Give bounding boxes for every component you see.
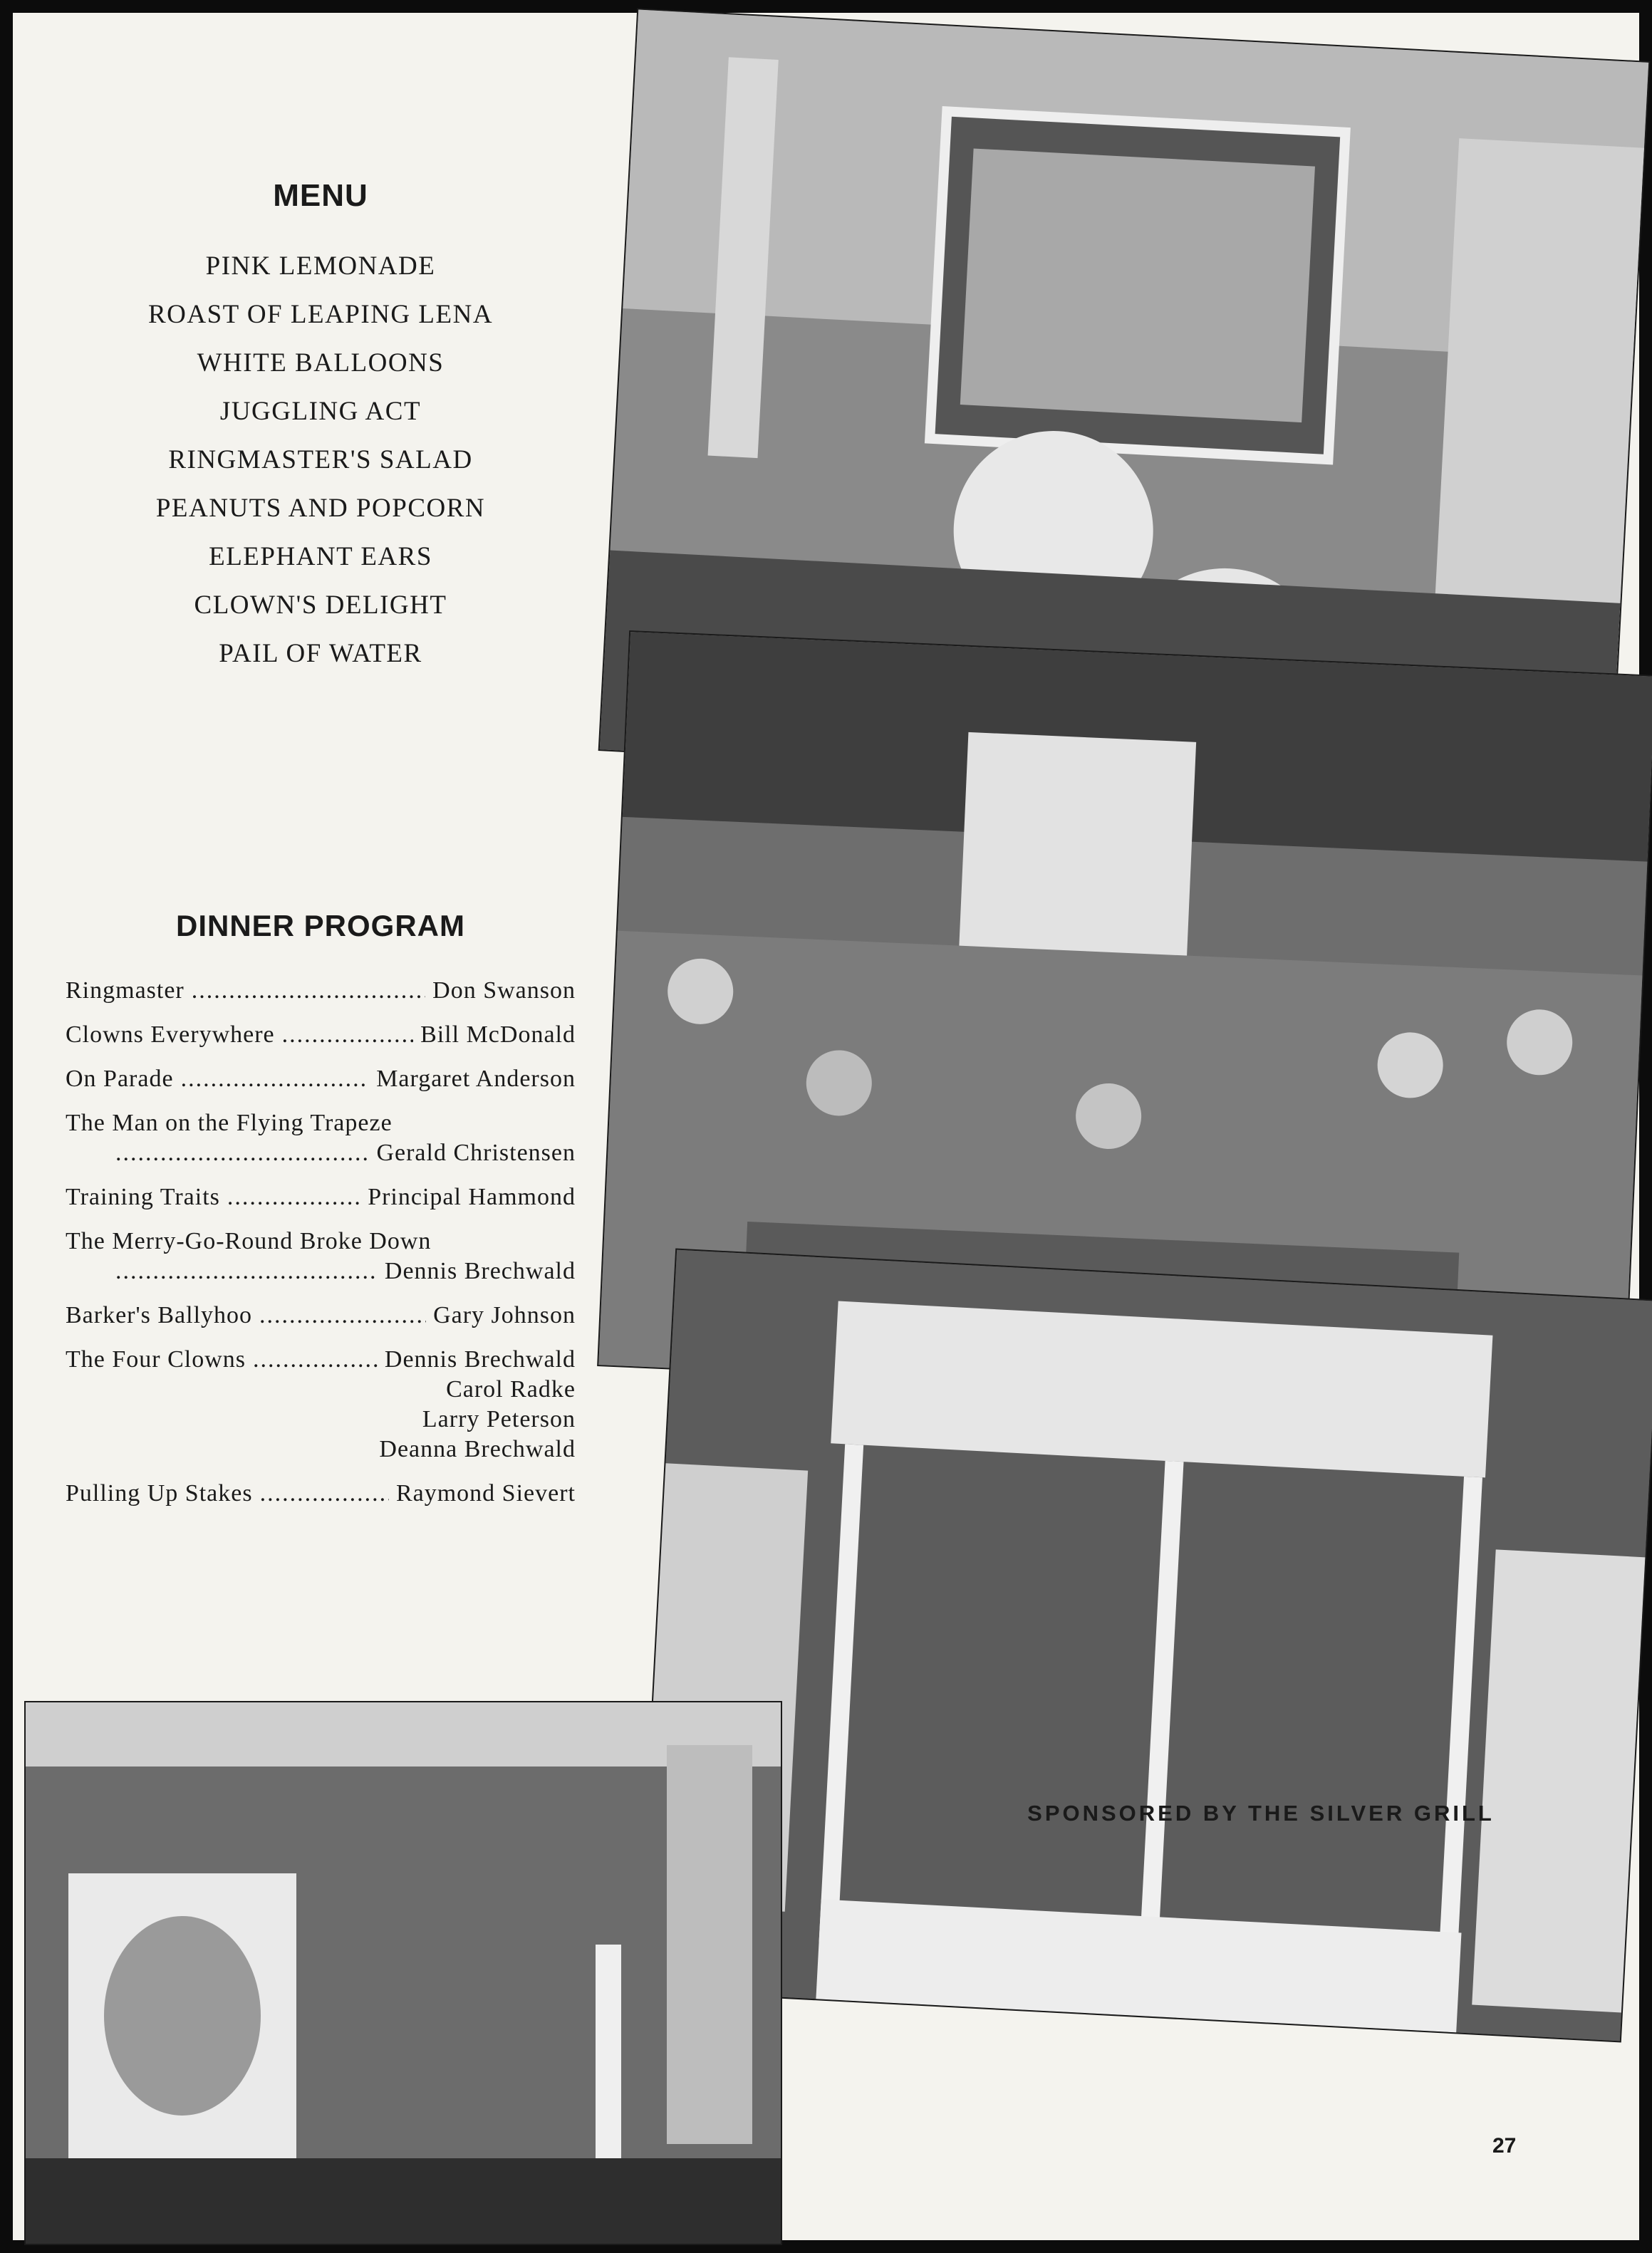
menu-item: ELEPHANT EARS <box>209 542 432 571</box>
menu-list <box>71 242 570 678</box>
program-person: Gary Johnson <box>433 1302 576 1328</box>
merry-go-round-image <box>638 1250 1652 2041</box>
program-person: Dennis Brechwald <box>384 1346 576 1373</box>
sponsor-credit: SPONSORED BY THE SILVER GRILL <box>1027 1801 1495 1826</box>
photo-tiger-decor <box>26 1702 781 2244</box>
program-role: Barker's Ballyhoo <box>66 1302 253 1328</box>
menu-item: PAIL OF WATER <box>219 639 422 668</box>
program-person: Margaret Anderson <box>376 1066 576 1092</box>
program-role: The Man on the Flying Trapeze <box>66 1110 393 1136</box>
program-entry <box>66 1020 576 1050</box>
tiger-decor-image <box>26 1702 781 2244</box>
program-entry <box>66 1301 576 1331</box>
program-list <box>66 976 576 1523</box>
program-role: Clowns Everywhere <box>66 1021 275 1048</box>
program-role: On Parade <box>66 1066 174 1092</box>
program-person: Bill McDonald <box>420 1021 576 1048</box>
menu-item: RINGMASTER'S SALAD <box>168 445 473 474</box>
program-person: Principal Hammond <box>368 1184 576 1210</box>
menu-item: ROAST OF LEAPING LENA <box>147 300 494 329</box>
program-entry <box>66 1227 576 1286</box>
program-entry <box>66 976 576 1006</box>
program-entry <box>66 1064 576 1094</box>
program-role: The Merry-Go-Round Broke Down <box>66 1228 432 1254</box>
program-role: Pulling Up Stakes <box>66 1480 253 1507</box>
program-person: Carol Radke <box>446 1376 576 1403</box>
menu-item: PEANUTS AND POPCORN <box>155 494 486 523</box>
menu-item: WHITE BALLOONS <box>197 348 445 378</box>
page-number: 27 <box>1492 2134 1517 2158</box>
program-person: Larry Peterson <box>422 1406 576 1432</box>
menu-heading: MENU <box>273 178 368 213</box>
program-entry <box>66 1345 576 1464</box>
menu-item: JUGGLING ACT <box>219 397 422 426</box>
program-entry <box>66 1108 576 1168</box>
program-person: Gerald Christensen <box>376 1140 576 1166</box>
menu-item: CLOWN'S DELIGHT <box>194 590 447 620</box>
photo-merry-go-round <box>638 1250 1652 2041</box>
program-person: Don Swanson <box>432 977 576 1004</box>
program-person: Raymond Sievert <box>395 1480 576 1507</box>
program-role: Training Traits <box>66 1184 220 1210</box>
program-role: Ringmaster <box>66 977 185 1004</box>
program-role: The Four Clowns <box>66 1346 246 1373</box>
program-person: Dennis Brechwald <box>384 1258 576 1284</box>
program-person: Deanna Brechwald <box>379 1436 576 1462</box>
program-heading: DINNER PROGRAM <box>175 909 465 942</box>
program-entry <box>66 1479 576 1509</box>
menu-item: PINK LEMONADE <box>205 251 436 281</box>
program-entry <box>66 1182 576 1212</box>
